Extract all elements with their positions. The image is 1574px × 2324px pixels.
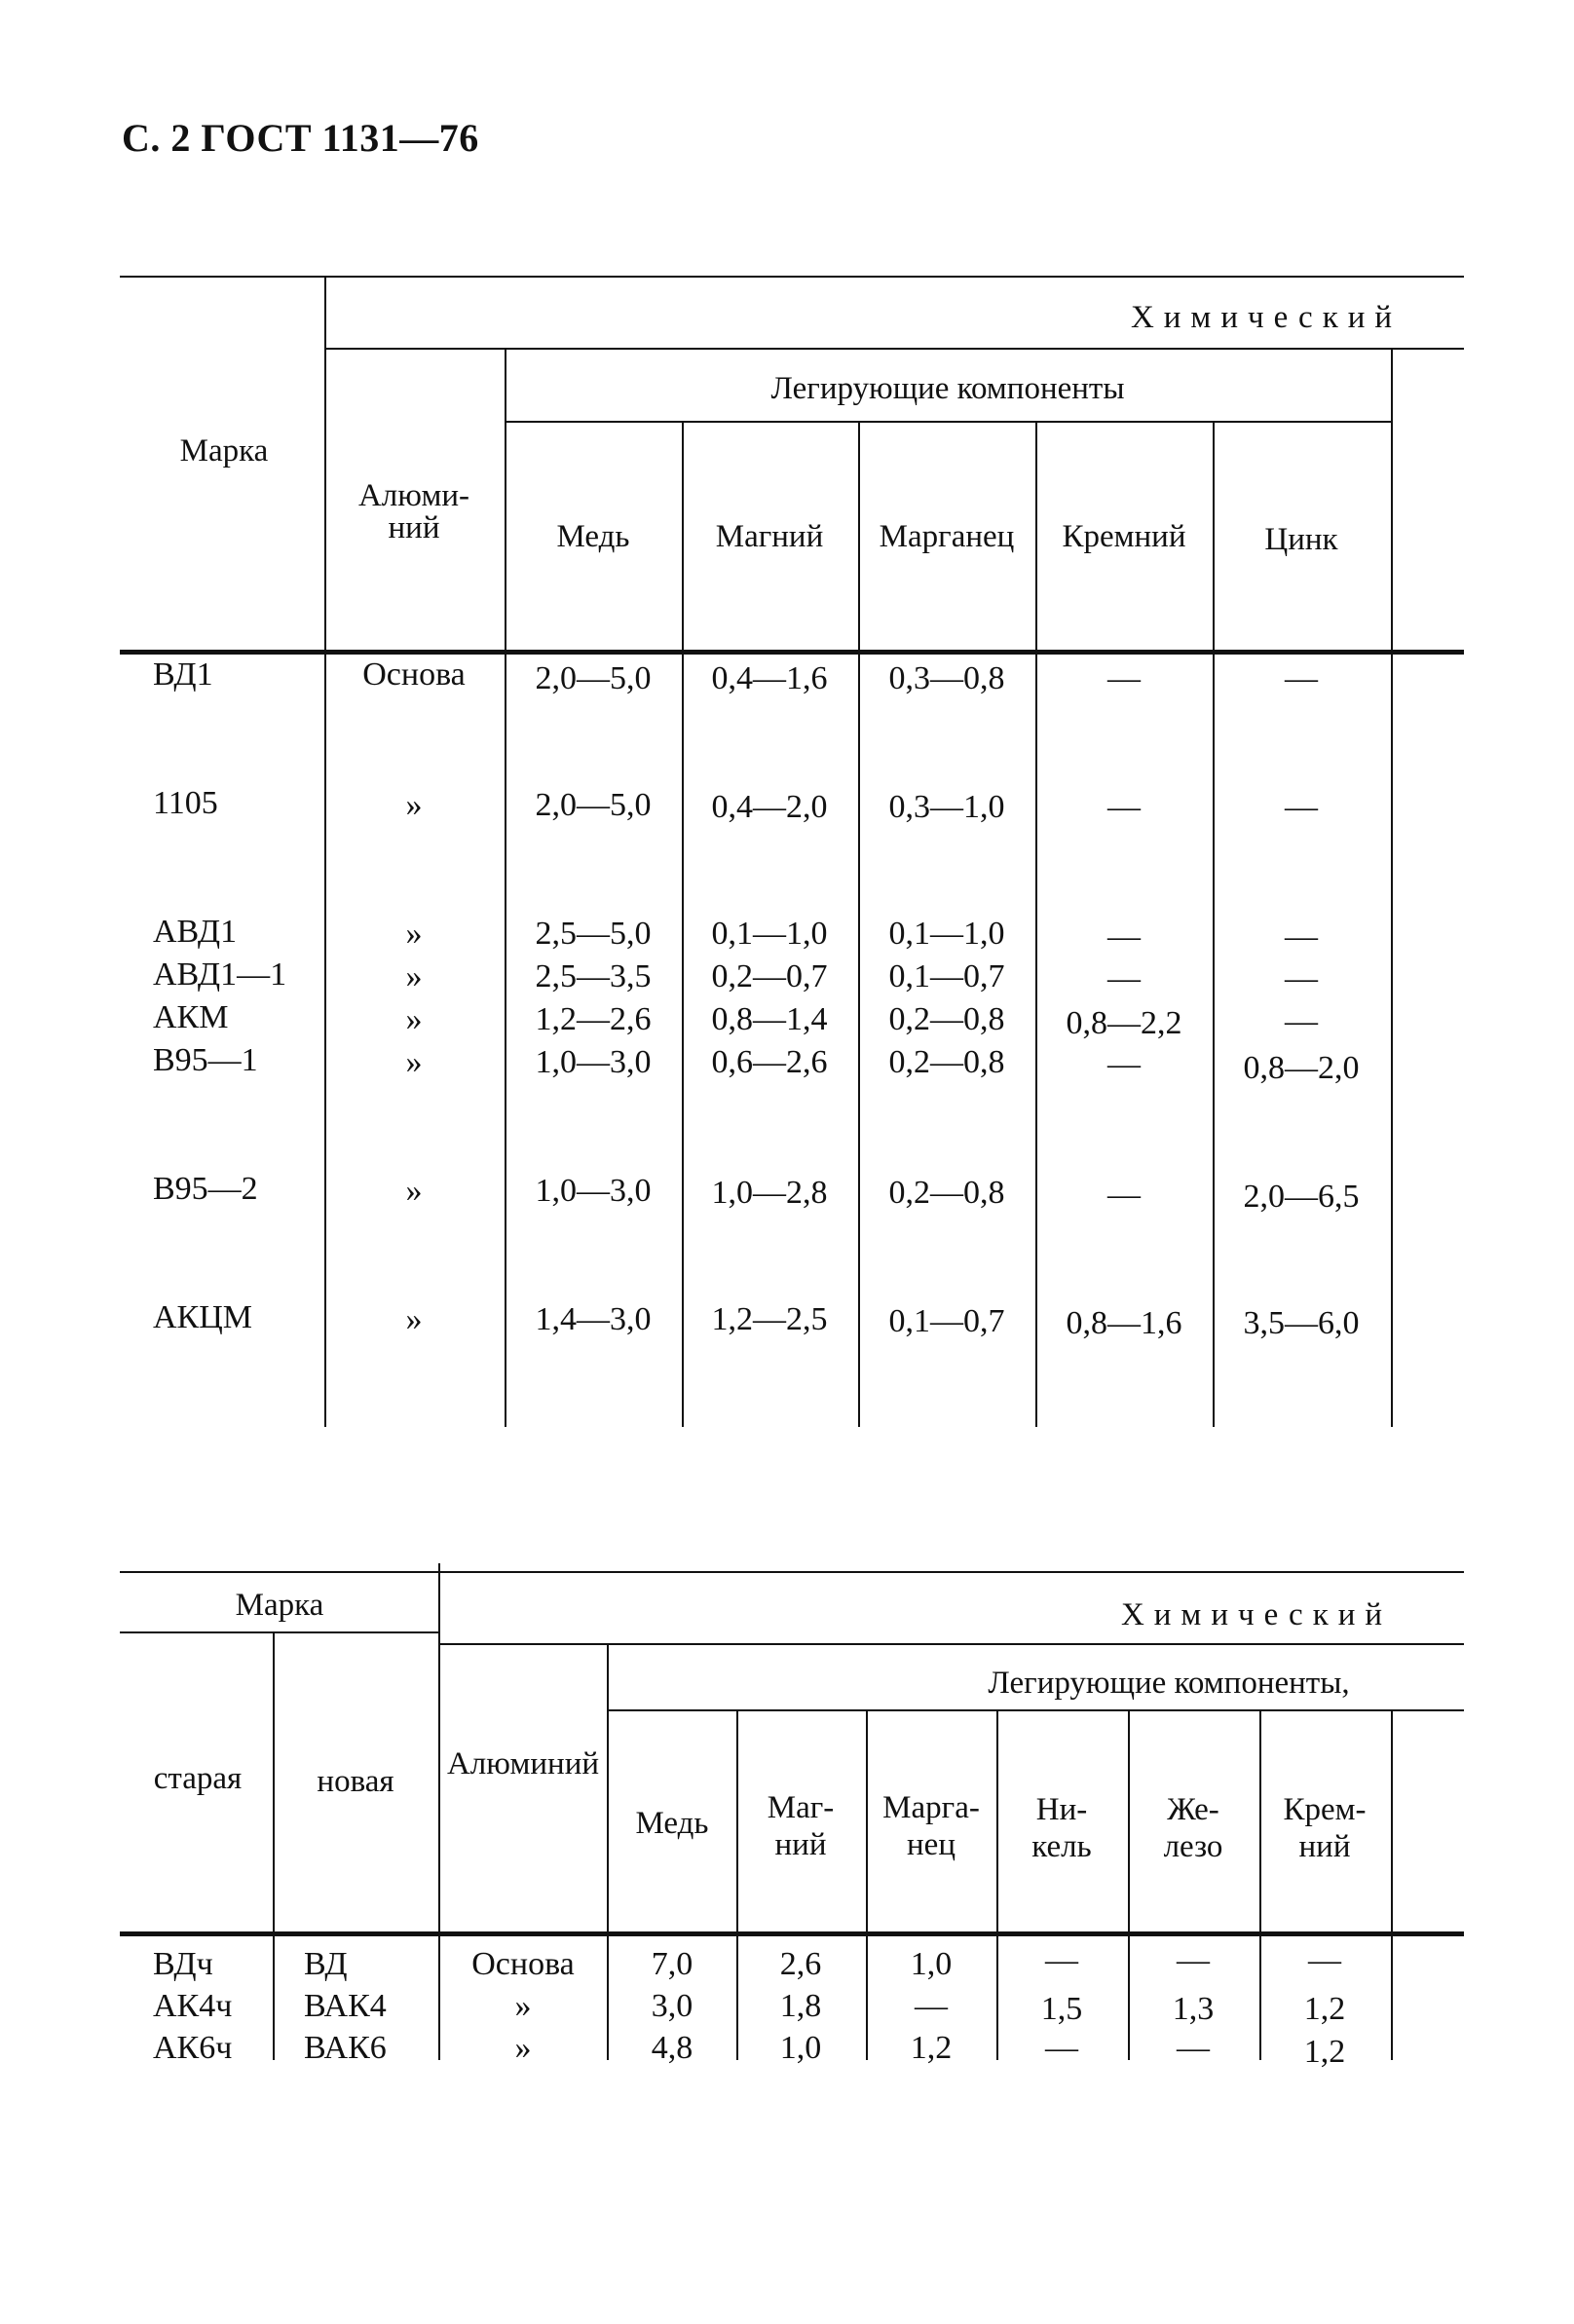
table2-header-manganese <box>882 1790 980 1864</box>
table1-cell-mark: АВД1—1 <box>153 956 287 993</box>
table2-cell-new-mark: ВАК6 <box>304 2030 387 2066</box>
table1-col-rule <box>505 348 506 1427</box>
table1-col-rule <box>858 421 860 1427</box>
table2-header-manganese-line2: нец <box>907 1826 956 1862</box>
table1-header-zinc: Цинк <box>1264 522 1338 557</box>
table1-col-rule <box>1213 421 1215 1427</box>
table2-cell-aluminium: » <box>514 2030 532 2066</box>
table2-header-copper: Медь <box>635 1806 709 1841</box>
table1-cell-copper: 1,4—3,0 <box>535 1301 652 1337</box>
table2-col-rule <box>1259 1709 1261 2060</box>
table1-col-rule <box>1035 421 1037 1427</box>
table2-header-aluminium: Алюминий <box>446 1746 600 1781</box>
table1-cell-silicon: — <box>1107 1046 1141 1082</box>
table2-cell-copper: 4,8 <box>651 2030 693 2066</box>
table2-cell-nickel: 1,5 <box>1040 1991 1083 2027</box>
table2-cell-aluminium: » <box>514 1988 532 2024</box>
table2-cell-nickel: — <box>1045 2030 1078 2066</box>
table2-header-manganese-line1: Маргa- <box>882 1790 980 1825</box>
table1-subgroup-rule <box>505 421 1391 423</box>
table1-cell-mark: 1105 <box>153 785 218 821</box>
table2-cell-old-mark: ВДч <box>153 1946 213 1982</box>
table2-cell-manganese: 1,2 <box>910 2030 953 2066</box>
table2-cell-new-mark: ВАК4 <box>304 1988 387 2024</box>
table1-cell-mark: В95—2 <box>153 1171 258 1207</box>
table2-subgroup-rule <box>607 1709 1464 1711</box>
table1-cell-zinc: 0,8—2,0 <box>1243 1050 1360 1086</box>
table2-header-silicon-line2: ний <box>1298 1828 1351 1864</box>
table1-cell-magnesium: 0,2—0,7 <box>711 958 828 994</box>
table1-cell-aluminium: » <box>405 916 423 952</box>
table1-cell-copper: 1,2—2,6 <box>535 1001 652 1037</box>
table1-cell-copper: 1,0—3,0 <box>535 1044 652 1080</box>
table2-header-mark: Марка <box>235 1588 324 1623</box>
table1-cell-silicon: — <box>1107 789 1141 825</box>
table1-cell-mark: АКЦМ <box>153 1299 253 1335</box>
table1-header-aluminium <box>358 480 469 544</box>
table2-group-rule <box>438 1643 1464 1645</box>
table2-col-rule <box>866 1709 868 2060</box>
table1-cell-aluminium: Основа <box>362 656 466 693</box>
table2-header-iron-line2: лезо <box>1163 1828 1223 1864</box>
table2-col-rule <box>1391 1709 1393 2060</box>
table2-header-new: новая <box>317 1764 394 1799</box>
table1-cell-mark: В95—1 <box>153 1042 258 1078</box>
table1-header-mark: Марка <box>179 433 269 469</box>
table1-col-rule <box>1391 348 1393 1427</box>
table1-header-aluminium-line1: Алюми- <box>357 478 470 513</box>
table2-top-rule <box>120 1571 1464 1573</box>
table2-cell-magnesium: 1,8 <box>779 1988 822 2024</box>
table2-header-nickel <box>1031 1792 1091 1866</box>
table1-cell-manganese: 0,3—1,0 <box>888 789 1005 825</box>
table2-cell-manganese: — <box>915 1988 948 2024</box>
table1-cell-magnesium: 0,4—1,6 <box>711 660 828 696</box>
table2-cell-iron: — <box>1177 2030 1210 2066</box>
table1-cell-copper: 2,0—5,0 <box>535 660 652 696</box>
table1-cell-silicon: — <box>1107 918 1141 955</box>
table2-cell-magnesium: 2,6 <box>779 1946 822 1982</box>
table2-cell-magnesium: 1,0 <box>779 2030 822 2066</box>
table1-cell-aluminium: » <box>405 787 423 823</box>
table2-subgroup-title: Легирующие компоненты, <box>988 1666 1350 1701</box>
table1-col-rule <box>324 276 326 1427</box>
table1-cell-zinc: — <box>1285 1003 1318 1039</box>
table1-header-manganese: Марганец <box>879 519 1015 554</box>
table1-header-rule <box>120 650 1464 655</box>
table2-header-silicon <box>1283 1792 1366 1866</box>
table1-top-rule <box>120 276 1464 278</box>
table1-header-aluminium-line2: ний <box>388 510 440 545</box>
table2-cell-silicon: — <box>1308 1942 1341 1978</box>
table2-group-title: Химический <box>1120 1597 1393 1632</box>
table2-mark-rule <box>120 1631 438 1633</box>
table2-header-magnesium-line1: Маг- <box>767 1790 835 1825</box>
table1-cell-manganese: 0,2—0,8 <box>888 1044 1005 1080</box>
table1-cell-zinc: — <box>1285 789 1318 825</box>
table2-col-rule <box>1128 1709 1130 2060</box>
table1-cell-zinc: — <box>1285 960 1318 996</box>
table1-cell-copper: 2,0—5,0 <box>535 787 652 823</box>
table2-cell-copper: 3,0 <box>651 1988 693 2024</box>
table1-cell-manganese: 0,3—0,8 <box>888 660 1005 696</box>
table2-cell-new-mark: ВД <box>304 1946 348 1982</box>
table1-cell-zinc: 3,5—6,0 <box>1243 1305 1360 1341</box>
table2-header-silicon-line1: Крем- <box>1283 1792 1367 1827</box>
table1-cell-silicon: — <box>1107 660 1141 696</box>
table1-cell-aluminium: » <box>405 1173 423 1209</box>
table2-cell-iron: — <box>1177 1942 1210 1978</box>
table1-cell-magnesium: 0,4—2,0 <box>711 789 828 825</box>
table1-cell-zinc: 2,0—6,5 <box>1243 1179 1360 1215</box>
table1-group-title: Химический <box>1130 300 1403 335</box>
table2-col-rule <box>438 1563 440 2060</box>
table2-cell-iron: 1,3 <box>1172 1991 1215 2027</box>
page-header: С. 2 ГОСТ 1131—76 <box>122 116 479 160</box>
table2-col-rule <box>996 1709 998 2060</box>
table1-cell-manganese: 0,2—0,8 <box>888 1175 1005 1211</box>
table1-cell-aluminium: » <box>405 958 423 994</box>
table2-col-rule <box>736 1709 738 2060</box>
table1-cell-silicon: 0,8—1,6 <box>1066 1305 1182 1341</box>
table2-header-magnesium-line2: ний <box>774 1826 827 1862</box>
table1-cell-magnesium: 1,2—2,5 <box>711 1301 828 1337</box>
table2-header-iron-line1: Же- <box>1167 1792 1219 1827</box>
table1-cell-manganese: 0,2—0,8 <box>888 1001 1005 1037</box>
table1-header-copper: Медь <box>556 519 630 554</box>
table2-header-rule <box>120 1931 1464 1936</box>
table1-cell-copper: 1,0—3,0 <box>535 1173 652 1209</box>
table1-cell-silicon: — <box>1107 1177 1141 1213</box>
table1-header-magnesium: Магний <box>715 519 824 554</box>
table1-cell-manganese: 0,1—0,7 <box>888 958 1005 994</box>
table1-cell-mark: ВД1 <box>153 656 213 693</box>
table1-cell-silicon: — <box>1107 960 1141 996</box>
table2-cell-silicon: 1,2 <box>1303 2034 1346 2070</box>
table1-cell-silicon: 0,8—2,2 <box>1066 1005 1182 1041</box>
table1-cell-copper: 2,5—5,0 <box>535 916 652 952</box>
table1-cell-manganese: 0,1—0,7 <box>888 1303 1005 1339</box>
table2-header-nickel-line2: кель <box>1031 1828 1092 1864</box>
table2-col-rule <box>607 1643 609 2060</box>
table1-cell-aluminium: » <box>405 1301 423 1337</box>
table2-cell-copper: 7,0 <box>651 1946 693 1982</box>
table2-cell-silicon: 1,2 <box>1303 1991 1346 2027</box>
table1-cell-magnesium: 1,0—2,8 <box>711 1175 828 1211</box>
table2-col-rule <box>273 1631 275 2060</box>
table1-col-rule <box>682 421 684 1427</box>
table1-subgroup-title: Легирующие компоненты <box>770 371 1125 406</box>
table2-cell-manganese: 1,0 <box>910 1946 953 1982</box>
table2-cell-old-mark: АК4ч <box>153 1988 233 2024</box>
table1-cell-copper: 2,5—3,5 <box>535 958 652 994</box>
table1-cell-magnesium: 0,1—1,0 <box>711 916 828 952</box>
table2-cell-aluminium: Основа <box>471 1946 575 1982</box>
table1-cell-zinc: — <box>1285 660 1318 696</box>
table2-header-old: старая <box>153 1761 243 1796</box>
table2-header-magnesium <box>768 1790 835 1864</box>
table1-cell-mark: АКМ <box>153 999 229 1035</box>
table2-cell-nickel: — <box>1045 1942 1078 1978</box>
table1-cell-aluminium: » <box>405 1001 423 1037</box>
table1-cell-aluminium: » <box>405 1044 423 1080</box>
table1-cell-magnesium: 0,8—1,4 <box>711 1001 828 1037</box>
table1-cell-manganese: 0,1—1,0 <box>888 916 1005 952</box>
table2-cell-old-mark: АК6ч <box>153 2030 233 2066</box>
table2-header-nickel-line1: Ни- <box>1035 1792 1088 1827</box>
table1-header-silicon: Кремний <box>1062 519 1186 554</box>
table2-header-iron <box>1164 1792 1223 1866</box>
table1-cell-mark: АВД1 <box>153 914 238 950</box>
table1-cell-zinc: — <box>1285 918 1318 955</box>
table1-cell-magnesium: 0,6—2,6 <box>711 1044 828 1080</box>
table1-group-rule <box>324 348 1464 350</box>
